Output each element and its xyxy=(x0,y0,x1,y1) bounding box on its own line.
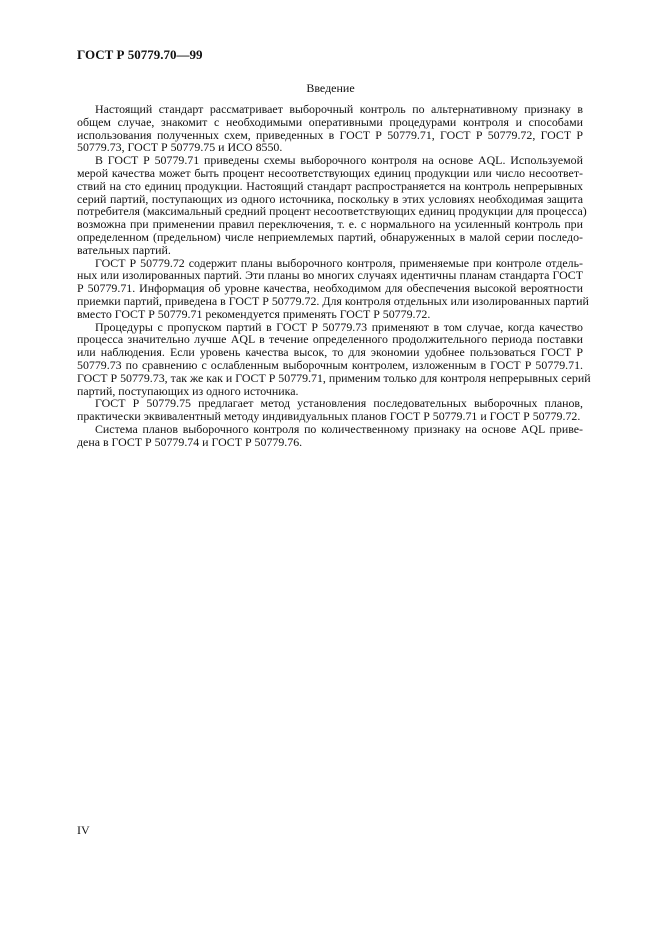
text-line: партий, поступающих из одного источника. xyxy=(77,383,299,398)
text-line: процесса значительно лучше AQL в течение определенного продолжительного периода поставки xyxy=(77,332,583,347)
text-line: Процедуры с пропуском партий в ГОСТ Р 50779.73 применяют в том случае, когда качество xyxy=(95,319,583,334)
text-line: или наблюдения. Если уровень качества высок, то для экономии удобнее пользоваться ГОСТ Р xyxy=(77,345,583,360)
document-body xyxy=(77,102,591,449)
paragraph xyxy=(77,153,587,257)
text-line: ГОСТ Р 50779.72 содержит планы выборочного контроля, применяемые при контроле отдель- xyxy=(95,255,583,270)
text-line: 50779.73, ГОСТ Р 50779.75 и ИСО 8550. xyxy=(77,140,283,155)
text-line: Настоящий стандарт рассматривает выборочный контроль по альтернативному признаку в xyxy=(95,102,583,116)
text-line: практически эквивалентный методу индивидуальных планов ГОСТ Р 50779.71 и ГОСТ Р 50779.72. xyxy=(77,409,581,424)
text-line: приемки партий, приведена в ГОСТ Р 50779.72. Для контроля отдельных или изолированных партий xyxy=(77,293,589,308)
text-line: использования полученных схем, приведенных в ГОСТ Р 50779.71, ГОСТ Р 50779.72, ГОСТ Р xyxy=(77,127,583,142)
text-line: потребителя (максимальный средний процент несоответствующих единиц продукции для процесса) xyxy=(77,204,587,219)
text-line: 50779.73 по сравнению с ослабленным выборочным контролем, изложенным в ГОСТ Р 50779.71. xyxy=(77,357,583,372)
text-line: серий партий, поступающих из одного источника, поскольку в этих условиях необходимая защита xyxy=(77,191,583,206)
text-line: общем случае, знакомит с необходимыми оперативными процедурами контроля и способами xyxy=(77,114,583,129)
text-line: ствий на сто единиц продукции. Настоящий стандарт распространяется на контроль непрерывных xyxy=(77,178,583,193)
text-line: В ГОСТ Р 50779.71 приведены схемы выборочного контроля на основе AQL. Используемой xyxy=(95,153,583,168)
text-line: ГОСТ Р 50779.75 предлагает метод установления последовательных выборочных планов, xyxy=(95,396,583,411)
paragraph xyxy=(77,103,583,154)
paragraph xyxy=(77,423,583,449)
text-line: вательных партий. xyxy=(77,242,171,257)
text-line: ГОСТ Р 50779.73, так же как и ГОСТ Р 50779.71, применим только для контроля непрерывных серий xyxy=(77,370,591,385)
section-title: Введение xyxy=(306,81,355,95)
text-line: определенном (предельном) числе неприемлемых партий, обнаруженных в малой серии последо- xyxy=(77,229,583,244)
document-header: ГОСТ Р 50779.70—99 xyxy=(77,47,203,62)
paragraph xyxy=(77,255,589,321)
text-line: ных или изолированных партий. Эти планы во многих случаях идентичны планам стандарта ГОСТ xyxy=(77,268,583,283)
text-line: Система планов выборочного контроля по количественному признаку на основе AQL приве- xyxy=(95,421,583,436)
page-number: IV xyxy=(77,823,90,837)
text-line: вместо ГОСТ Р 50779.71 рекомендуется применять ГОСТ Р 50779.72. xyxy=(77,306,431,321)
text-line: мерой качества может быть процент несоответствующих единиц продукции или число несоответ- xyxy=(77,165,583,180)
text-line: возможна при применении правил переключения, т. е. с нормального на усиленный контроль при xyxy=(77,217,583,232)
paragraph xyxy=(77,397,583,423)
text-line: Р 50779.71. Информация об уровне качества, необходимом для обеспечения высокой вероятности xyxy=(77,281,583,296)
paragraph xyxy=(77,319,591,398)
text-line: дена в ГОСТ Р 50779.74 и ГОСТ Р 50779.76. xyxy=(77,434,303,449)
